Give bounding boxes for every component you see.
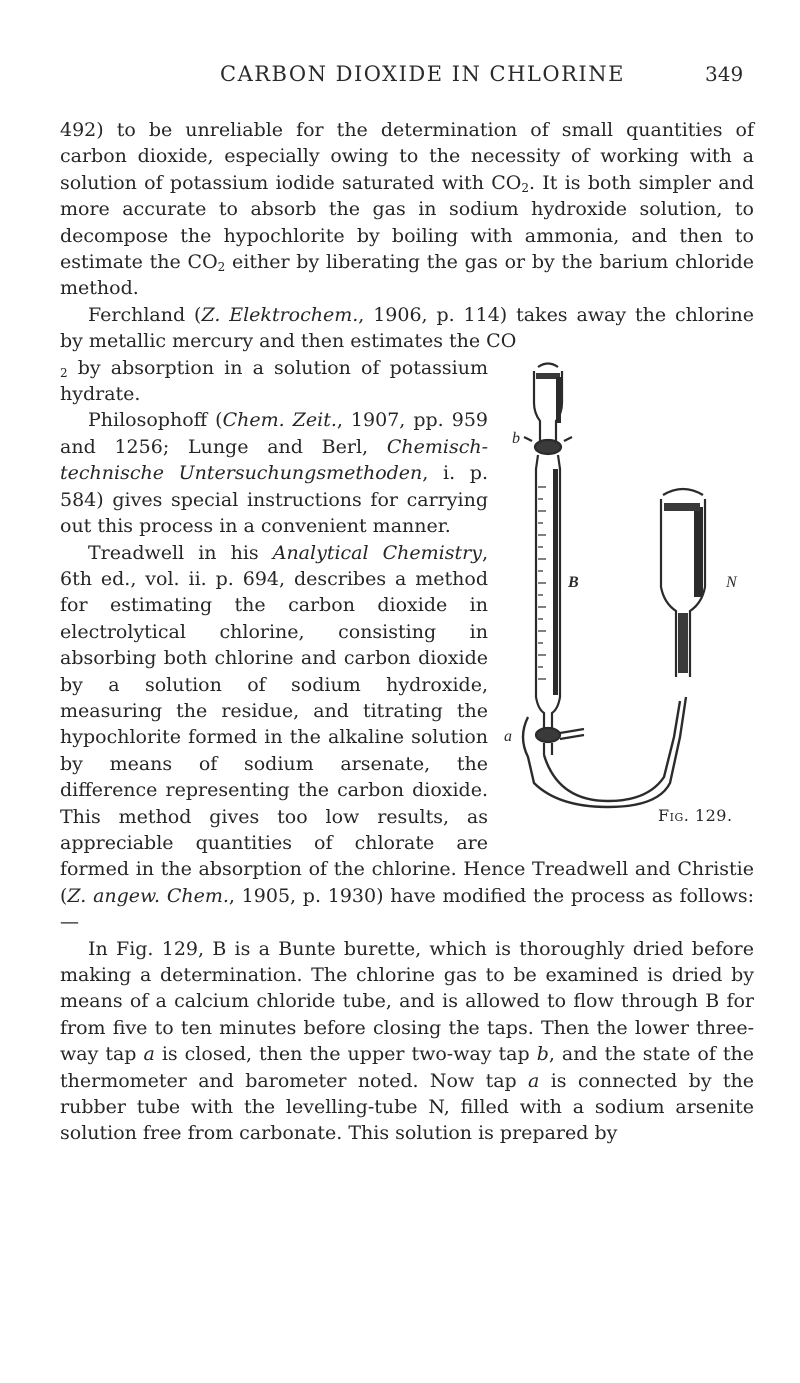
paragraph-procedure: In Fig. 129, B is a Bunte burette, which is thoroughly dried before making a determination. The chlorine gas to be examined is dried by means of a calcium chloride tube, and is allowed to flow through B for from five to ten minutes before closing the taps. Then the lower three-way tap a is closed, then the upper two-way tap b, and the state of the thermometer and barometer noted. Now tap a is connected by the rubber tube with the levelling-tube N, filled with a sodium arsenite solution free from carbonate. This solution is prepared by [60,937,755,1145]
bunte-burette-diagram [498,357,768,835]
tap-a [536,728,560,742]
body-text: 492) to be unreliable for the determination of small quantities of carbon dioxide, especially owing to the necessity of working with a solution of potassium iodide saturated with $CO_2$. It is both simpler and more accurate to absorb the gas in sodium hydroxide solution, to decompose the hypochlorite by boiling with ammonia, and then to estimate the $CO_2$ either by liberating the gas or by the barium chloride method. Ferchland (Z. Elektrochem., 1906, p. 114) takes away the chlorine by metallic mercury and then estimates the CO b B N a Fig. 129. $_2$ by absorption in a solution of potassium hydrate. Philosophoff (Chem. Zeit., 1907, pp. 959 and 1256; Lunge and Berl, Chemisch-technische Untersuchungsmethoden, i. p. 584) gives special instructions for carrying out this process in a convenient manner. Treadwell in his Analytical Chemistry, 6th ed., vol. ii. p. 694, describes a method for estimating the carbon dioxide in electrolytical chlorine, consisting in absorbing both chlorine and carbon dioxide by a solution of sodium hydroxide, measuring the residue, and titrating the hypochlorite formed in the alkaline solution by means of sodium arsenate, the difference representing the carbon dioxide. This method gives too low results, as appreciable quantities of chlorate are formed in the absorption of the chlorine. Hence Treadwell and Christie (Z. angew. Chem., 1905, p. 1930) have modified the process as follows:— In Fig. 129, B is a Bunte burette, which is thoroughly dried before making a determination. The chlorine gas to be examined is dried by means of a calcium chloride tube, and is allowed to flow through B for from five to ten minutes before closing the taps. Then the lower three-way tap a is closed, then the upper two-way tap b, and the state of the thermometer and barometer noted. Now tap a is connected by the rubber tube with the levelling-tube N, filled with a sodium arsenite solution free from carbonate. This solution is prepared by [60,117,754,1147]
paragraph-continued: 492) to be unreliable for the determination of small quantities of carbon dioxide, especially owing to the necessity of working with a solution of potassium iodide saturated with $CO_2$. It is both simpler and more accurate to absorb the gas in sodium hydroxide solution, to decompose the hypochlorite by boiling with ammonia, and then to estimate the $CO_2$ either by liberating the gas or by the barium chloride method. [60,119,754,300]
figure-129 [498,357,768,835]
page-number: 349 [705,62,744,86]
label-B: B [568,573,579,591]
label-N: N [726,573,737,591]
paragraph-philosophoff: Philosophoff (Chem. Zeit., 1907, pp. 959 and 1256; Lunge and Berl, Chemisch-technische Untersuchungsmethoden, i. p. 584) gives special instructions for carrying out this process in a convenient manner. [60,409,488,538]
graduation-marks [538,487,546,679]
rubber-tube [523,697,686,807]
levelling-tube-n-top [663,489,703,495]
paragraph-ferchland: Ferchland (Z. Elektrochem., 1906, p. 114) takes away the chlorine by metallic mercury and then estimates the CO [60,303,754,353]
journal-reference: Z. Elektrochem. [201,303,359,326]
tap-b [535,440,561,454]
running-title: CARBON DIOXIDE IN CHLORINE [220,62,625,86]
label-a: a [504,727,512,745]
label-b: b [512,429,520,447]
burette-top-cup [538,363,558,367]
paragraph-treadwell: Treadwell in his Analytical Chemistry, 6th ed., vol. ii. p. 694, describes a method for estimating the carbon dioxide in electrolytical chlorine, consisting in absorbing both chlorine and carbon dioxide by a solution of sodium hydroxide, measuring the residue, and titrating the hypochlorite formed in the alkaline solution by means of sodium arsenate, the difference representing the carbon dioxide. This method gives too low results, as appreciable quantities of chlorate are formed in the absorption of the chlorine. Hence Treadwell and Christie (Z. angew. Chem., 1905, p. 1930) have modified the process as follows:— [60,541,754,934]
figure-caption: Fig. 129. [658,805,733,825]
running-header [0,62,800,92]
